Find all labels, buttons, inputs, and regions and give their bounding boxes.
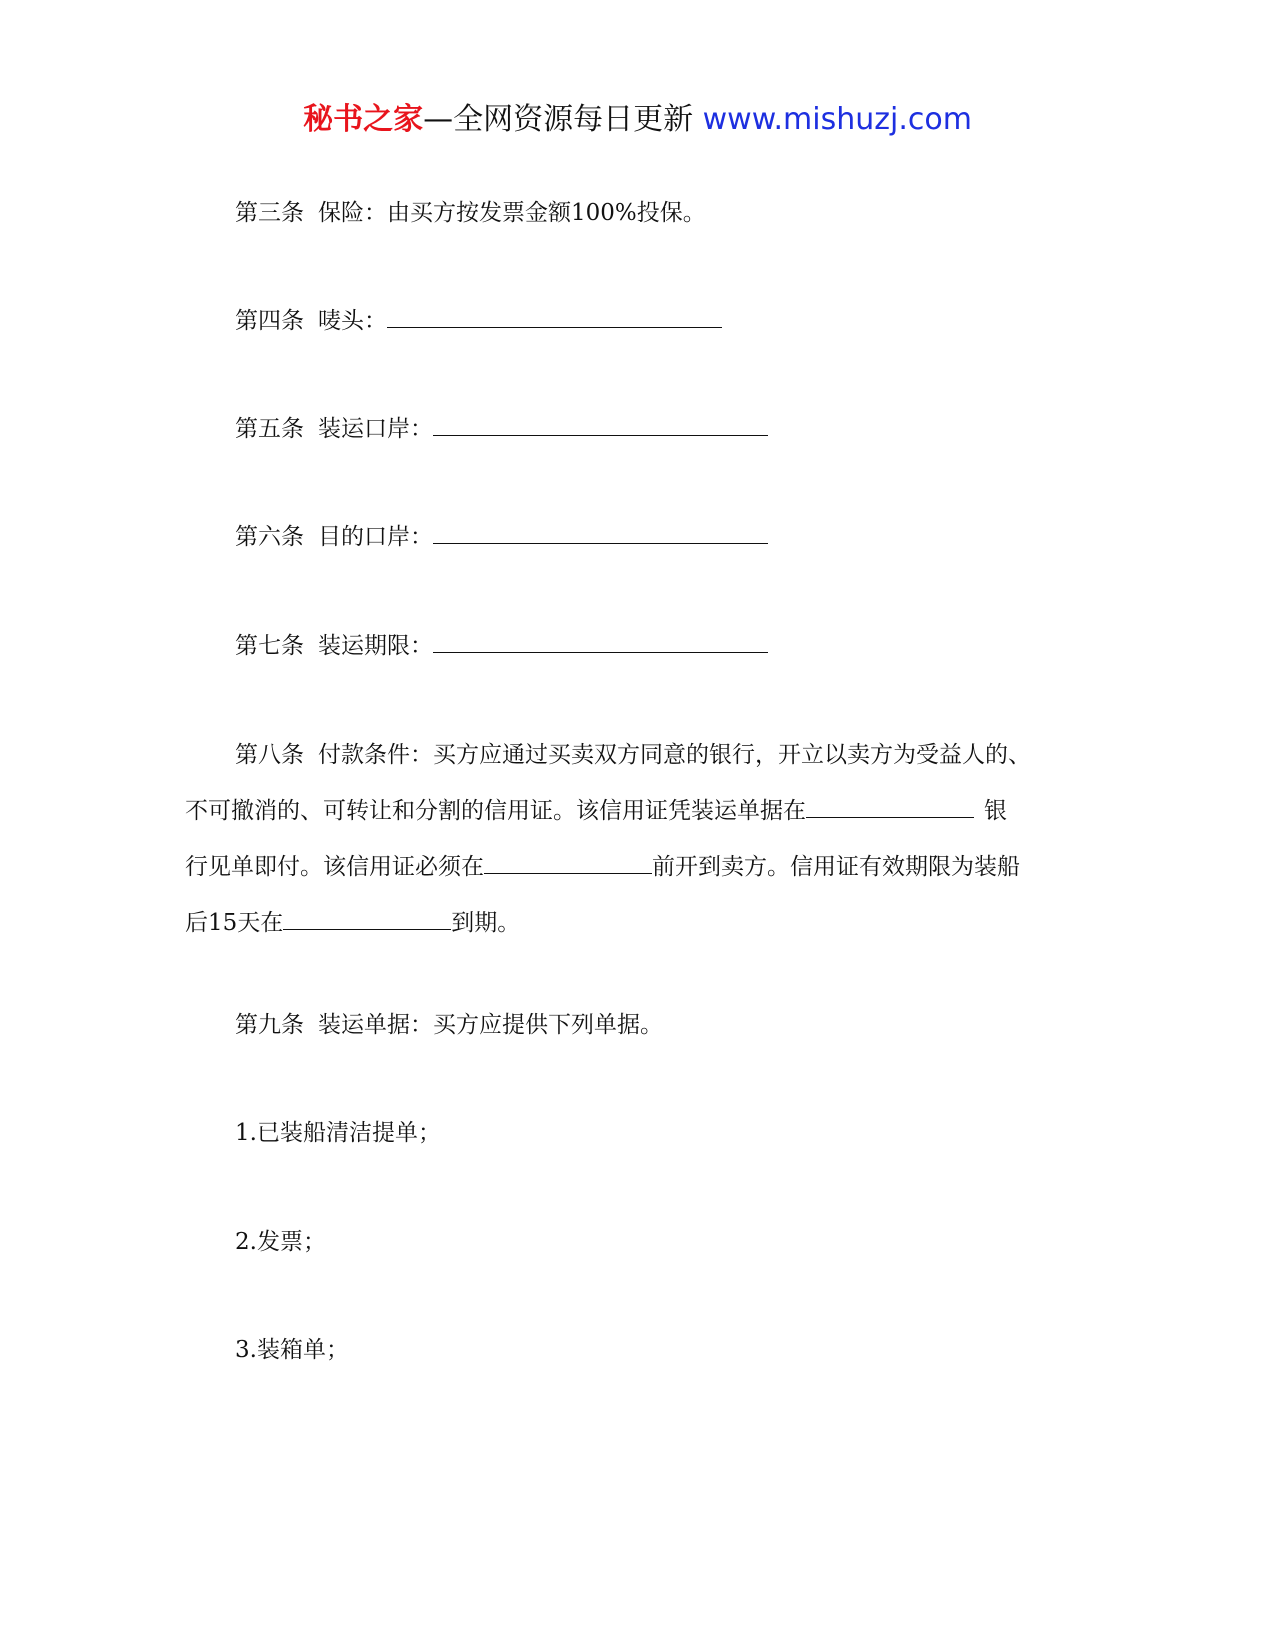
clause-8-blank-bank — [806, 795, 974, 818]
clause-9-number: 第九条 — [235, 1012, 304, 1038]
clause-7 — [235, 630, 768, 661]
clause-4-label: 唛头： — [318, 308, 387, 334]
clause-3-text: 保险：由买方按发票金额100%投保。 — [318, 200, 706, 226]
clause-8-text-2b: 银 — [984, 798, 1007, 824]
clause-8-text-3a: 行见单即付。该信用证必须在 — [185, 854, 484, 880]
clause-8 — [185, 727, 1085, 951]
header-slogan: 全网资源每日更新 — [453, 102, 694, 137]
site-url[interactable]: www.mishuzj.com — [702, 102, 972, 137]
clause-4-blank — [387, 305, 722, 328]
clause-7-blank — [433, 630, 768, 653]
brand-name: 秘书之家 — [303, 102, 424, 137]
document-item: 3.装箱单； — [235, 1337, 349, 1363]
clause-6 — [235, 521, 768, 552]
clause-5-blank — [433, 413, 768, 436]
clause-6-number: 第六条 — [235, 524, 304, 550]
clause-3 — [235, 198, 706, 228]
clause-8-number: 第八条 — [235, 742, 304, 768]
header-dash: — — [423, 102, 454, 137]
clause-8-line-1 — [185, 727, 1085, 783]
clause-4 — [235, 305, 722, 336]
clause-8-text-2a: 不可撤消的、可转让和分割的信用证。该信用证凭装运单据在 — [185, 798, 806, 824]
clause-7-label: 装运期限： — [318, 633, 433, 659]
clause-5-label: 装运口岸： — [318, 416, 433, 442]
clause-8-text-4b: 到期。 — [451, 910, 521, 936]
site-header — [0, 100, 1275, 140]
clause-6-blank — [433, 521, 768, 544]
clause-8-text-4a: 后15天在 — [185, 910, 284, 936]
clause-8-line-4 — [185, 895, 1085, 951]
clause-6-label: 目的口岸： — [318, 524, 433, 550]
clause-5-number: 第五条 — [235, 416, 304, 442]
clause-7-number: 第七条 — [235, 633, 304, 659]
clause-8-blank-place — [283, 907, 451, 930]
document-item: 1.已装船清洁提单； — [235, 1120, 441, 1146]
clause-3-number: 第三条 — [235, 200, 304, 226]
clause-9-text: 装运单据：买方应提供下列单据。 — [318, 1012, 663, 1038]
clause-8-line-2 — [185, 783, 1085, 839]
clause-8-blank-date — [484, 851, 652, 874]
document-item: 2.发票； — [235, 1229, 326, 1255]
clause-4-number: 第四条 — [235, 308, 304, 334]
clause-5 — [235, 413, 768, 444]
clause-8-line-3 — [185, 839, 1085, 895]
clause-8-text-1: 付款条件：买方应通过买卖双方同意的银行，开立以卖方为受益人的、 — [318, 742, 1031, 768]
clause-8-text-3b: 前开到卖方。信用证有效期限为装船 — [652, 854, 1020, 880]
clause-9 — [235, 1010, 663, 1040]
